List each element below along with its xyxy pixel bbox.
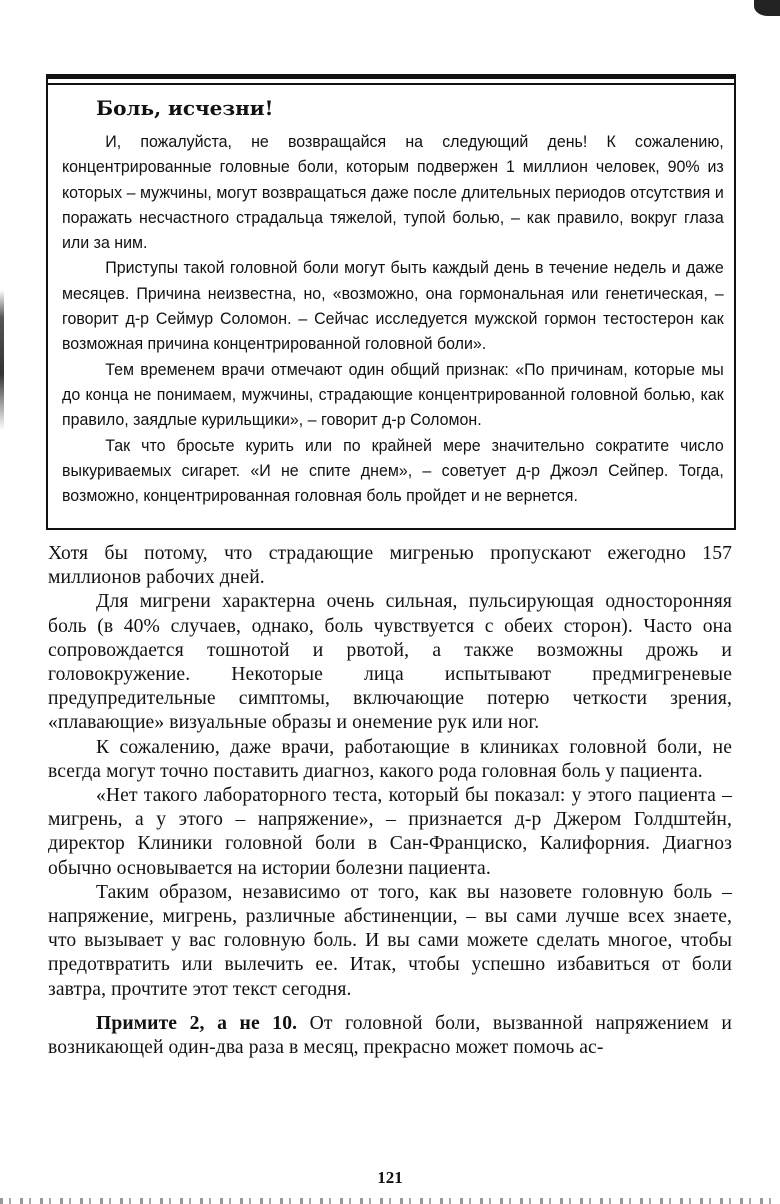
body-paragraph: К сожалению, даже врачи, работающие в клиниках головной боли, не всегда могут точно поставить диагноз, какого рода головная боль у пациента. [48,736,732,782]
main-text [48,542,732,1060]
sidebar-body [62,129,724,508]
scan-artifact [0,290,4,430]
sidebar-title: Боль, исчезни! [96,96,274,120]
body-paragraph: Хотя бы потому, что страдающие мигренью пропускают ежегодно 157 миллионов рабочих дней. [48,543,732,589]
scan-artifact [0,1198,780,1204]
sidebar-paragraph: Так что бросьте курить или по крайней мере значительно сократите число выкуриваемых сигарет. «И не спите днем», – советует д-р Джоэл Сейпер. Тогда, возможно, концентрированная головная боль пройдет и не вернется. [62,435,724,506]
page-number: 121 [377,1168,403,1187]
section-text: От головной боли, вызванной напряжением и возникающей один-два раза в месяц, прекрасно может помочь ас- [48,1012,732,1059]
section-paragraph [48,1012,732,1060]
sidebar-paragraph: Приступы такой головной боли могут быть каждый день в течение недель и даже месяцев. Причина неизвестна, но, «возможно, она гормональная или генетическая, – говорит д-р Сеймур Соломон. – Сейчас исследуется мужской гормон тестостерон как возможная причина концентрированной головной боли». [62,258,724,354]
body-paragraph: Таким образом, независимо от того, как вы назовете головную боль – напряжение, мигрень, различные абстиненции, – вы сами лучше всех знаете, что вызывает у вас головную боль. И вы сами можете сделать многое, чтобы предотвратить или вылечить ее. Итак, чтобы успешно избавиться от боли завтра, прочтите этот текст сегодня. [48,881,732,1000]
body-paragraph: Для мигрени характерна очень сильная, пульсирующая односторонняя боль (в 40% случаев, однако, боль чувствуется с обеих сторон). Часто она сопровождается тошнотой и рвотой, а также возможны дрожь и головокружение. Некоторые лица испытывают предмигреневые предупредительные симптомы, включающие потерю четкости зрения, «плавающие» визуальные образы и онемение рук или ног. [48,591,732,734]
sidebar-paragraph: Тем временем врачи отмечают один общий признак: «По причинам, которые мы до конца не понимаем, мужчины, страдающие концентрированной головной болью, как правило, заядлые курильщики», – говорит д-р Соломон. [62,359,724,430]
scan-artifact [754,0,780,16]
sidebar-paragraph: И, пожалуйста, не возвращайся на следующий день! К сожалению, концентрированные головные боли, которым подвержен 1 миллион человек, 90% из которых – мужчины, могут возвращаться даже после длительных периодов отсутствия и поражать несчастного страдальца тяжелой, тупой болью, – как правило, вокруг глаза или за ним. [62,132,724,253]
sidebar-box [46,74,736,530]
section-heading: Примите 2, а не 10. [96,1012,298,1034]
body-paragraph: «Нет такого лабораторного теста, который бы показал: у этого пациента – мигрень, а у этого – напряжение», – признается д-р Джером Голдштейн, директор Клиники головной боли в Сан-Франциско, Калифорния. Диагноз обычно основывается на истории болезни пациента. [48,785,732,879]
